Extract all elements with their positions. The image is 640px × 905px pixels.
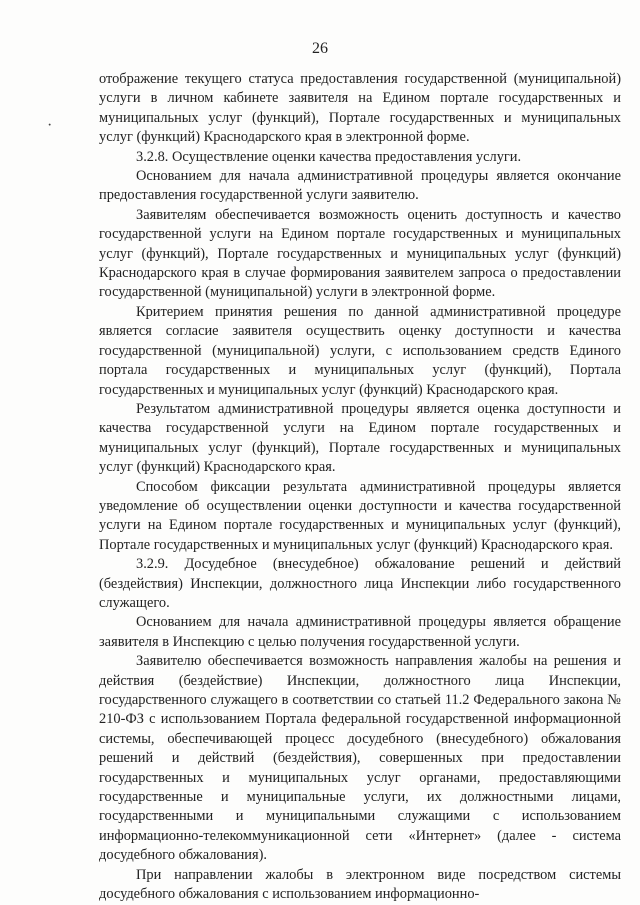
document-body [99, 70, 621, 904]
paragraph-continuation: отображение текущего статуса предоставления государственной (муниципальной) услуги в личном кабинете заявителя на Едином портале государственных и муниципальных услуг (функций), Портале государственных и муниципальных услуг (функций) Краснодарского края в электронной форме. [99, 71, 621, 146]
paragraph: Основанием для начала административной процедуры является обращение заявителя в Инспекцию с целью получения государственной услуги. [99, 614, 621, 650]
paragraph: Заявителю обеспечивается возможность направления жалобы на решения и действия (бездействие) Инспекции, должностного лица Инспекции, государственного служащего в соответствии со статьей 11.2 Федерального закона № 210-ФЗ с использованием Портала федеральной государственной информационной системы, обеспечивающей процесс досудебного (внесудебного) обжалования решений и действий (бездействия), совершенных при предоставлении государственных и муниципальных услуг органами, предоставляющими государственные и муниципальные услуги, их должностными лицами, государственными и муниципальными служащими с использованием информационно-телекоммуникационной сети «Интернет» (далее - система досудебного обжалования). [99, 653, 621, 864]
section-heading-3-2-9: 3.2.9. Досудебное (внесудебное) обжалование решений и действий (бездействия) Инспекции, должностного лица Инспекции либо государственного служащего. [99, 556, 621, 611]
stray-mark: · [47, 117, 53, 134]
section-heading-3-2-8: 3.2.8. Осуществление оценки качества предоставления услуги. [136, 148, 522, 165]
paragraph: Критерием принятия решения по данной административной процедуре является согласие заявителя осуществить оценку доступности и качества государственной (муниципальной) услуги, с использованием средств Единого портала государственных и муниципальных услуг (функций), Портала государственных и муниципальных услуг (функций) Краснодарского края. [99, 303, 621, 398]
page-number: 26 [312, 40, 328, 57]
paragraph: Основанием для начала административной процедуры является окончание предоставления государственной услуги заявителю. [99, 168, 621, 204]
paragraph: Заявителям обеспечивается возможность оценить доступность и качество государственной услуги на Едином портале государственных и муниципальных услуг (функций), Портале государственных и муниципальных услуг (функций) Краснодарского края в случае формирования заявителем запроса о предоставлении государственной (муниципальной) услуги в электронной форме. [99, 206, 621, 301]
paragraph: Способом фиксации результата административной процедуры является уведомление об осуществлении оценки доступности и качества государственной услуги на Едином портале государственных и муниципальных услуг (функций), Портале государственных и муниципальных услуг (функций) Краснодарского края. [99, 478, 621, 553]
paragraph: При направлении жалобы в электронном виде посредством системы досудебного обжалования с использованием информационно- [99, 866, 621, 903]
paragraph: Результатом административной процедуры является оценка доступности и качества государственной услуги на Едином портале государственных и муниципальных услуг (функций), Портале государственных и муниципальных услуг (функций) Краснодарского края. [99, 400, 621, 476]
